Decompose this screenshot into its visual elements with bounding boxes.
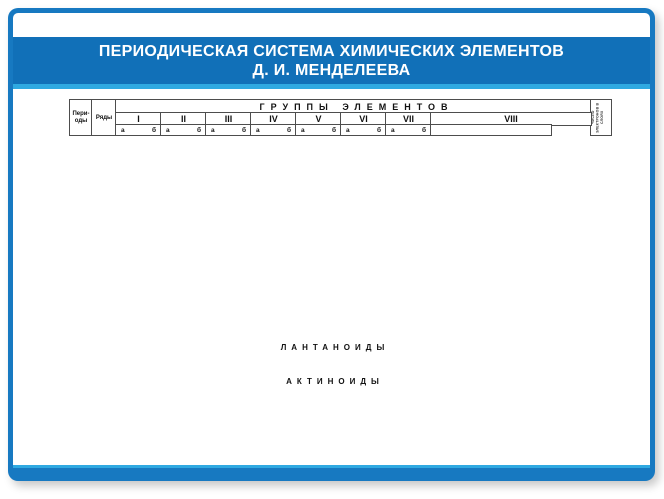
group-header-II: II: [161, 113, 206, 125]
subgroup-a-label: а: [121, 126, 125, 134]
subgroup-b-label: б: [241, 126, 246, 134]
subgroup-b-label: б: [151, 126, 156, 134]
poster-title-line2: Д. И. МЕНДЕЛЕЕВА: [252, 62, 411, 79]
lanthanides-title: ЛАНТАНОИДЫ: [280, 343, 390, 352]
main-table: [70, 100, 650, 339]
group-header-VII: VII: [386, 113, 431, 125]
title-banner: [13, 37, 650, 89]
subgroup-ab-cell: [161, 125, 206, 135]
electron-shells-column-header: ЧИСЛО ЭЛЕКТРОНОВ В СЛОЯХ: [591, 100, 611, 135]
subgroup-ab-cell: [251, 125, 296, 135]
periods-column-header: Периоды: [70, 100, 92, 135]
subgroup-b-label: б: [421, 126, 426, 134]
subgroup-a-label: а: [391, 126, 395, 134]
main-table-area: [70, 100, 650, 339]
actinides-title: АКТИНОИДЫ: [286, 377, 384, 386]
group-header-VI: VI: [341, 113, 386, 125]
subgroup-b-wide-label: [431, 125, 551, 135]
groups-title: ГРУППЫ ЭЛЕМЕНТОВ: [116, 100, 591, 113]
subgroup-ab-cell: [386, 125, 431, 135]
group-header-V: V: [296, 113, 341, 125]
subgroup-ab-cell: [206, 125, 251, 135]
subgroup-a-label: а: [301, 126, 305, 134]
poster-title-line1: ПЕРИОДИЧЕСКАЯ СИСТЕМА ХИМИЧЕСКИХ ЭЛЕМЕНТОВ: [98, 43, 565, 60]
subgroup-a-label: а: [166, 126, 170, 134]
group-header-VIII: VIII: [431, 113, 591, 125]
subgroup-ab-cell: [116, 125, 161, 135]
rows-column-header: Ряды: [92, 100, 116, 135]
actinides-grid: [70, 387, 600, 407]
group-header-III: III: [206, 113, 251, 125]
subgroup-b-label: б: [196, 126, 201, 134]
bottom-accent-stripe: [13, 465, 650, 468]
subgroup-a-label: а: [346, 126, 350, 134]
lanthanides-grid: [70, 353, 600, 373]
subgroup-a-label: а: [256, 126, 260, 134]
lanthanides-section: [70, 343, 600, 373]
subgroup-b-label: б: [376, 126, 381, 134]
subgroup-ab-cell: [296, 125, 341, 135]
actinides-section: [70, 377, 600, 407]
group-header-IV: IV: [251, 113, 296, 125]
periodic-table-poster: [8, 8, 655, 481]
subgroup-ab-cell: [341, 125, 386, 135]
subgroup-b-label: б: [286, 126, 291, 134]
subgroup-b-label: б: [331, 126, 336, 134]
group-header-I: I: [116, 113, 161, 125]
subgroup-a-label: а: [211, 126, 215, 134]
